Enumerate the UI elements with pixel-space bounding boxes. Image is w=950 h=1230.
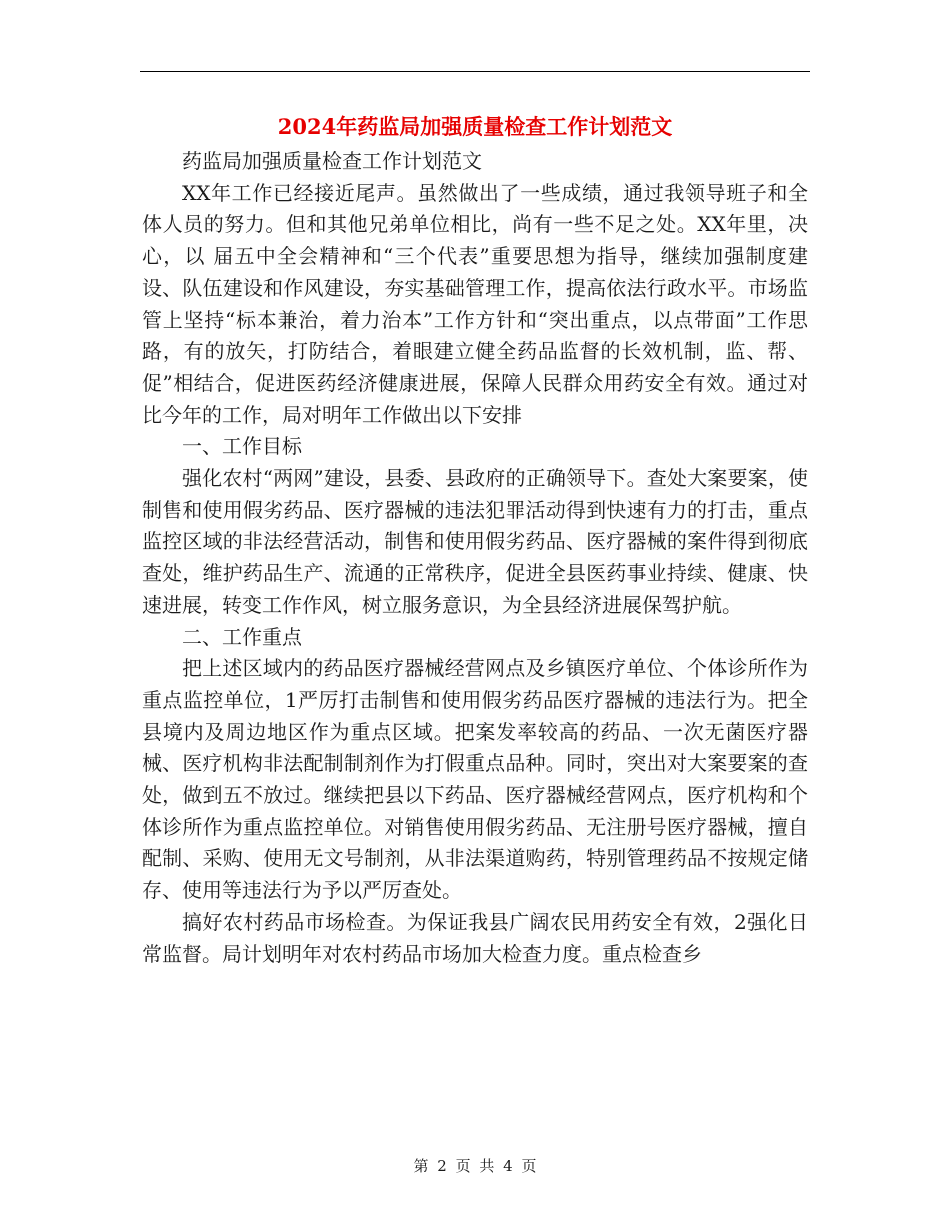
subtitle-paragraph: 药监局加强质量检查工作计划范文 bbox=[182, 149, 482, 173]
focus-paragraph: 把上述区域内的药品医疗器械经营网点及乡镇医疗单位、个体诊所作为重点监控单位，1严厉打击制售和使用假劣药品医疗器械的违法行为。把全县境内及周边地区作为重点区域。把案发率较高的药品、一次无菌医疗器械、医疗机构非法配制制剂作为打假重点品种。同时，突出对大案要案的查处，做到五不放过。继续把县以下药品、医疗器械经营网点，医疗机构和个体诊所作为重点监控单位。对销售使用假劣药品、无注册号医疗器械，擅自配制、采购、使用无文号制剂，从非法渠道购药，特别管理药品不按规定储存、使用等违法行为予以严厉查处。 bbox=[142, 656, 808, 903]
section-heading-goals: 一、工作目标 bbox=[182, 434, 302, 459]
goals-paragraph: 强化农村“两网”建设，县委、县政府的正确领导下。查处大案要案，使制售和使用假劣药品、医疗器械的违法犯罪活动得到快速有力的打击，重点监控区域的非法经营活动，制售和使用假劣药品、医疗器械的案件得到彻底查处，维护药品生产、流通的正常秩序，促进全县医药事业持续、健康、快速进展，转变工作作风，树立服务意识，为全县经济进展保驾护航。 bbox=[142, 466, 808, 617]
header-rule bbox=[140, 71, 810, 72]
rural-market-paragraph: 搞好农村药品市场检查。为保证我县广阔农民用药安全有效，2强化日常监督。局计划明年对农村药品市场加大检查力度。重点检查乡 bbox=[142, 909, 808, 966]
document-title: 2024年药监局加强质量检查工作计划范文 bbox=[277, 114, 673, 139]
section-heading-focus: 二、工作重点 bbox=[182, 624, 302, 649]
page-number-footer: 第 2 页 共 4 页 bbox=[413, 1157, 537, 1175]
document-body bbox=[142, 146, 808, 970]
intro-paragraph: XX年工作已经接近尾声。虽然做出了一些成绩，通过我领导班子和全体人员的努力。但和其他兄弟单位相比，尚有一些不足之处。XX年里，决心，以 届五中全会精神和“三个代表”重要思想为指导，继续加强制度建设、队伍建设和作风建设，夯实基础管理工作，提高依法行政水平。市场监管上坚持“标本兼治，着力治本”工作方针和“突出重点，以点带面”工作思路，有的放矢，打防结合，着眼建立健全药品监督的长效机制，监、帮、促”相结合，促进医药经济健康进展，保障人民群众用药安全有效。通过对比今年的工作，局对明年工作做出以下安排 bbox=[142, 180, 808, 427]
